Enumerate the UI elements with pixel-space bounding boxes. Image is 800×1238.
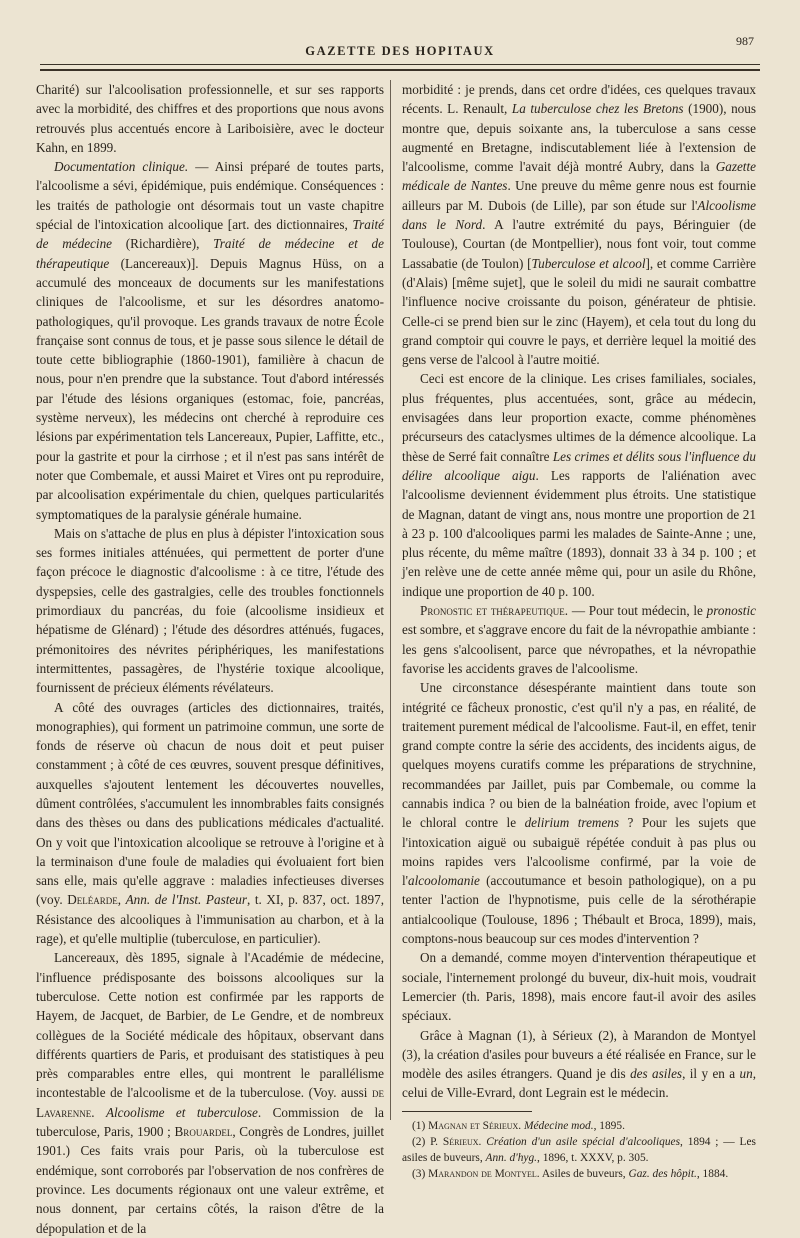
citation: Tuberculose et alcool bbox=[531, 255, 646, 271]
header-rule-thin bbox=[40, 64, 760, 65]
footnote: (1) Magnan et Sérieux. Médecine mod., 1895. bbox=[412, 1119, 625, 1132]
citation: La tuberculose chez les Bretons bbox=[511, 101, 684, 117]
right-column bbox=[402, 80, 756, 1182]
paragraph: Ceci est encore de la clinique. Les crises familiales, sociales, plus fréquentes, plus accentuées, sont, grâce au médecin, envisagées dans leur proportion exacte, comme phénomènes précurseurs des cataclysmes ultimes de la démence alcoolique. La thèse de Serré fait connaître Les crimes et délits sous l'influence du délire alcoolique aigu. Les rapports de l'aliénation avec l'alcoolisme deviennent évidemment plus étroits. Une statistique de Magnan, datant de vingt ans, nous montre une proportion de 21 à 23 p. 100 d'alcooliques parmi les malades de Sainte-Anne ; une, plus récente, du même maître (1893), donnait 33 à 34 p. 100 ; et j'en relève une de cette année même qui, pour un asile du Rhône, indique une proportion de 40 p. 100. bbox=[402, 371, 756, 599]
citation: Gazette médicale de Nantes bbox=[402, 159, 756, 194]
author-name: Brouardel bbox=[174, 1124, 233, 1140]
paragraph: Une circonstance désespérante maintient dans toute son intégrité ce fâcheux pronostic, c'est qu'il n'y a pas, en réalité, de traitement purement médical de l'alcoolisme. Faut-il, en effet, tenir grand compte contre la série des accidents, des incidents aigus, de quelques moyens curatifs comme les préparations de strychnine, recommandées par Jaillet, puis par Combemale, ou comme la cannabis indica ? ou bien de la balnéation froide, avec l'opium et le chloral contre le delirium tremens ? Pour les sujets que l'intoxication aiguë ou subaiguë répétée conduit à pas plus ou moins rapides vers l'alcoolisme confirmé, par la voie de l'alcoolomanie (accoutumance et besoin pathologique), on a pu tenter l'action de l'hypnotisme, puis celle de la sérothérapie antialcoolique (Toulouse, 1896 ; Thébault et Broca, 1899), mais, comptons-nous beaucoup sur ces modes d'intervention ? bbox=[402, 680, 756, 947]
emphasis: pronostic bbox=[706, 603, 756, 619]
footnote: (3) Marandon de Montyel. Asiles de buveurs, Gaz. des hôpit., 1884. bbox=[412, 1167, 729, 1180]
citation: Alcoolisme dans le Nord bbox=[402, 197, 756, 233]
page-number: 987 bbox=[736, 34, 754, 48]
footnote: (2) P. Sérieux. Création d'un asile spécial d'alcooliques, 1894 ; — Les asiles de buveurs, Ann. d'hyg., 1896, t. XXXV, p. 305. bbox=[402, 1135, 756, 1164]
emphasis: un bbox=[739, 1066, 753, 1082]
paragraph: morbidité : je prends, dans cet ordre d'idées, ces quelques travaux récents. L. Renault, La tuberculose chez les Bretons (1900), nous montre que, depuis soixante ans, la tuberculose a sans cesse augmenté en Bretagne, indiscutablement liée à l'extension de l'alcoolisme, comme l'avait déjà montré Aubry, dans la Gazette médicale de Nantes. Une preuve du même genre nous est fournie ailleurs par M. Dubois (de Lille), par son étude sur l'Alcoolisme dans le Nord. A l'autre extrémité du pays, Béringuier (de Toulouse), Courtan (de Montpellier), nous font voir, tout comme Lassabatie (de Toulon) [Tuberculose et alcool], et comme Carrière (d'Alais) [même sujet], que le soleil du midi ne saurait combattre l'influence nocive croissante du poison, générateur de phtisie. Celle-ci se prend bien sur le zinc (Hayem), et cela tout du long du grand comptoir qui couvre le pays, et derrière lequel la moitié des gens verse de l'alcool à l'autre moitié. bbox=[402, 82, 756, 368]
section-heading: Pronostic et thérapeutique. bbox=[420, 603, 569, 619]
paragraph: A côté des ouvrages (articles des dictionnaires, traités, monographies), qui forment un patrimoine commun, une sorte de fonds de réserve où chacun de nous doit et peut puiser constamment ; à côté de ces œuvres, souvent presque définitives, auxquelles s'ajoutent lentement les découvertes nouvelles, dûment contrôlées, s'accumulent les innombrables faits consignés dans des thèses ou dans des publications médicales d'actualité. On y voit que l'intoxication alcoolique se retrouve à l'origine et à la terminaison d'une foule de maladies qui évoluaient fort bien sans elle, mais qu'elle aggrave : maladies infectieuses diverses (voy. Deléarde, Ann. de l'Inst. Pasteur, t. XI, p. 837, oct. 1897, Résistance des alcooliques à l'immunisation au charbon, et à la rage), et qu'elle multiplie (tuberculose, en particulier). bbox=[36, 699, 384, 947]
paragraph: On a demandé, comme moyen d'intervention thérapeutique et sociale, l'internement prolongé du buveur, dix-huit mois, voudrait Lemercier (th. Paris, 1898), mais encore faut-il avoir des asiles spéciaux. bbox=[402, 950, 756, 1024]
citation: Ann. de l'Inst. Pasteur bbox=[125, 892, 247, 908]
citation: Alcoolisme et tuberculose bbox=[105, 1104, 258, 1120]
paragraph: Charité) sur l'alcoolisation professionnelle, et sur ses rapports avec la morbidité, des chiffres et des proportions que nous avons retrouvés plus accentués encore à Lariboisière, avec le docteur Kahn, en 1899. bbox=[36, 82, 384, 155]
author-name: Deléarde bbox=[67, 892, 118, 908]
paragraph: Mais on s'attache de plus en plus à dépister l'intoxication sous ses formes initiales atténuées, qui permettent de porter d'une façon précoce le diagnostic d'alcoolisme : à ce titre, l'étude des dyspepsies, celle des gastralgies, celle des troubles fonctionnels primordiaux du pancréas, du foie (alcoolisme insidieux et hépatisme de Glénard) ; l'étude des désordres atténués, fugaces, prémonitoires des névrites périphériques, les manifestations intermittentes, passagères, de l'hystérie toxique alcoolique, fournissent de précieux éléments révélateurs. bbox=[36, 525, 384, 696]
running-title: GAZETTE DES HOPITAUX bbox=[305, 44, 495, 58]
paragraph: Lancereaux, dès 1895, signale à l'Académie de médecine, l'influence prédisposante des boissons alcooliques sur la tuberculose. Cette notion est confirmée par les rapports de Hayem, de Jacquet, de Barbier, de Le Gendre, et de nombreux collègues de la Société médicale des hôpitaux, observant dans différents quartiers de Paris, et produisant des statistiques à peu près comparables entre elles, qui montrent le parallélisme incontestable de l'alcoolisme et de la tuberculose. (Voy. aussi de Lavarenne. Alcoolisme et tuberculose. Commission de la tuberculose, Paris, 1900 ; Brouardel, Congrès de Londres, juillet 1901.) Ces faits vrais pour Paris, où la tuberculose est endémique, sont corroborés par l'observation de nos confrères de province. Les documents régionaux ont une valeur extrême, et nous donnent, par certains côtés, la raison d'être de la dépopulation et de la bbox=[36, 950, 385, 1236]
citation: Traité de médecine bbox=[36, 217, 384, 252]
emphasis: des asiles bbox=[630, 1066, 683, 1082]
citation: Traité de médecine et de thérapeutique bbox=[36, 236, 384, 271]
left-column bbox=[36, 80, 384, 1238]
column-divider bbox=[390, 80, 391, 1120]
header-rule-thick bbox=[40, 69, 760, 71]
section-heading: Documentation clinique. bbox=[54, 159, 189, 175]
footnotes bbox=[402, 1118, 756, 1182]
author-name: de Lavarenne bbox=[36, 1085, 384, 1120]
footnote-rule bbox=[402, 1111, 532, 1112]
paragraph: Pronostic et thérapeutique. — Pour tout médecin, le pronostic est sombre, et s'aggrave encore du fait de la névropathie ambiante : les gens s'alcoolisent, parce que névropathes, et la névropathie favorise les accidents graves de l'alcoolisme. bbox=[402, 603, 756, 676]
paragraph: Grâce à Magnan (1), à Sérieux (2), à Marandon de Montyel (3), la création d'asiles pour buveurs a été réalisée en France, sur le modèle des asiles étrangers. Quand je dis des asiles, il y en a un, celui de Ville-Evrard, dont Legrain est le médecin. bbox=[402, 1027, 756, 1101]
paragraph: Documentation clinique. — Ainsi préparé de toutes parts, l'alcoolisme a sévi, épidémique, puis endémique. Conséquences : les traités de pathologie ont désormais tout un vaste chapitre spécial de l'intoxication alcoolique [art. des dictionnaires, Traité de médecine (Richardière), Traité de médecine et de thérapeutique (Lancereaux)]. Depuis Magnus Hüss, on a accumulé des monceaux de documents sur les manifestations cliniques de l'alcoolisme, et sur les désordres anatomo-pathologiques, qu'il provoque. Les grands travaux de notre École française sont connus de tous, et je passe sous silence le détail de toute cette bibliographie (1860-1901), familière à chacun de nous, pour n'en prendre que la substance. Tout d'abord intéressés par l'étude des lésions organiques (estomac, foie, pancréas, système nerveux), les médecins ont cherché à reproduire ces lésions par expérimentation tels Lancereaux, Pupier, Laffitte, etc., pour la gastrite et pour la cirrhose ; et il n'est pas sans intérêt de noter que Combemale, et aussi Mairet et Vires ont pu reproduire, par alcoolisation expérimentale du chien, quelques particularités symptomatiques de la paralysie générale humaine. bbox=[36, 159, 384, 522]
citation: Les crimes et délits sous l'influence du délire alcoolique aigu bbox=[402, 448, 756, 483]
emphasis: delirium tremens bbox=[524, 815, 620, 831]
emphasis: alcoolomanie bbox=[408, 873, 480, 889]
